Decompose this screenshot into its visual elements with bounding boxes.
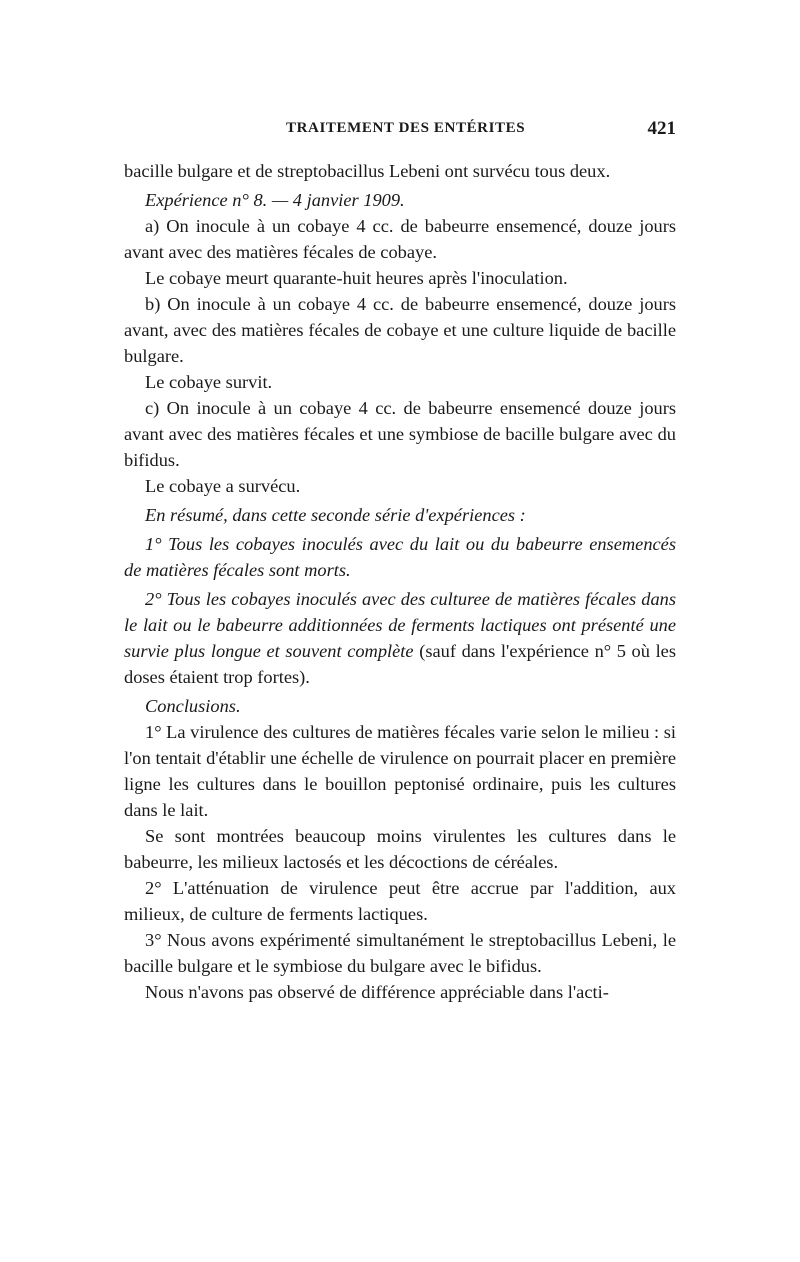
paragraph-continuation: bacille bulgare et de streptobacillus Lebeni ont survécu tous deux.	[124, 161, 611, 181]
paragraph-result-b: Le cobaye survit.	[145, 372, 273, 392]
conclusion-3: 3° Nous avons expérimenté simultanément le streptobacillus Lebeni, le bacille bulgare et le symbiose du bulgare avec le bifidus.	[124, 930, 676, 976]
conclusion-1: 1° La virulence des cultures de matières fécales varie selon le milieu : si l'on tentait d'établir une échelle de virulence on pourrait placer en première ligne les cultures dans le bouillon peptonisé ordinaire, puis les cultures dans le lait.	[124, 722, 676, 820]
page-body	[124, 158, 676, 1005]
conclusion-2: 2° L'atténuation de virulence peut être accrue par l'addition, aux milieux, de culture de ferments lactiques.	[124, 878, 676, 924]
summary-point-2-roman: (sauf dans l'expérience n° 5 où les doses étaient trop fortes).	[124, 641, 676, 687]
paragraph-result-a: Le cobaye meurt quarante-huit heures après l'inoculation.	[145, 268, 568, 288]
paragraph-experiment-c: c) On inocule à un cobaye 4 cc. de babeurre ensemencé douze jours avant avec des matières fécales et une symbiose de bacille bulgare avec du bifidus.	[124, 398, 676, 470]
experiment-heading: Expérience n° 8. — 4 janvier 1909.	[145, 190, 405, 210]
running-head: TRAITEMENT DES ENTÉRITES	[286, 120, 526, 136]
summary-point-2-italic: 2° Tous les cobayes inoculés avec des culturee de matières fécales dans le lait ou le babeurre additionnées de ferments lactiques ont présenté une survie plus longue et souvent complète	[124, 589, 676, 661]
paragraph-experiment-b: b) On inocule à un cobaye 4 cc. de babeurre ensemencé, douze jours avant, avec des matières fécales de cobaye et une culture liquide de bacille bulgare.	[124, 294, 676, 366]
paragraph-result-c: Le cobaye a survécu.	[145, 476, 301, 496]
page-number: 421	[647, 118, 676, 139]
paragraph-experiment-a: a) On inocule à un cobaye 4 cc. de babeurre ensemencé, douze jours avant avec des matières fécales de cobaye.	[124, 216, 676, 262]
conclusions-heading: Conclusions.	[145, 696, 241, 716]
conclusion-1-continued: Se sont montrées beaucoup moins virulentes les cultures dans le babeurre, les milieux lactosés et les décoctions de céréales.	[124, 826, 676, 872]
summary-point-2	[124, 586, 676, 690]
summary-heading: En résumé, dans cette seconde série d'expériences :	[145, 505, 526, 525]
paragraph-final: Nous n'avons pas observé de différence appréciable dans l'acti-	[145, 982, 609, 1002]
page-header	[124, 118, 676, 142]
summary-point-1: 1° Tous les cobayes inoculés avec du lait ou du babeurre ensemencés de matières fécales sont morts.	[124, 534, 676, 580]
